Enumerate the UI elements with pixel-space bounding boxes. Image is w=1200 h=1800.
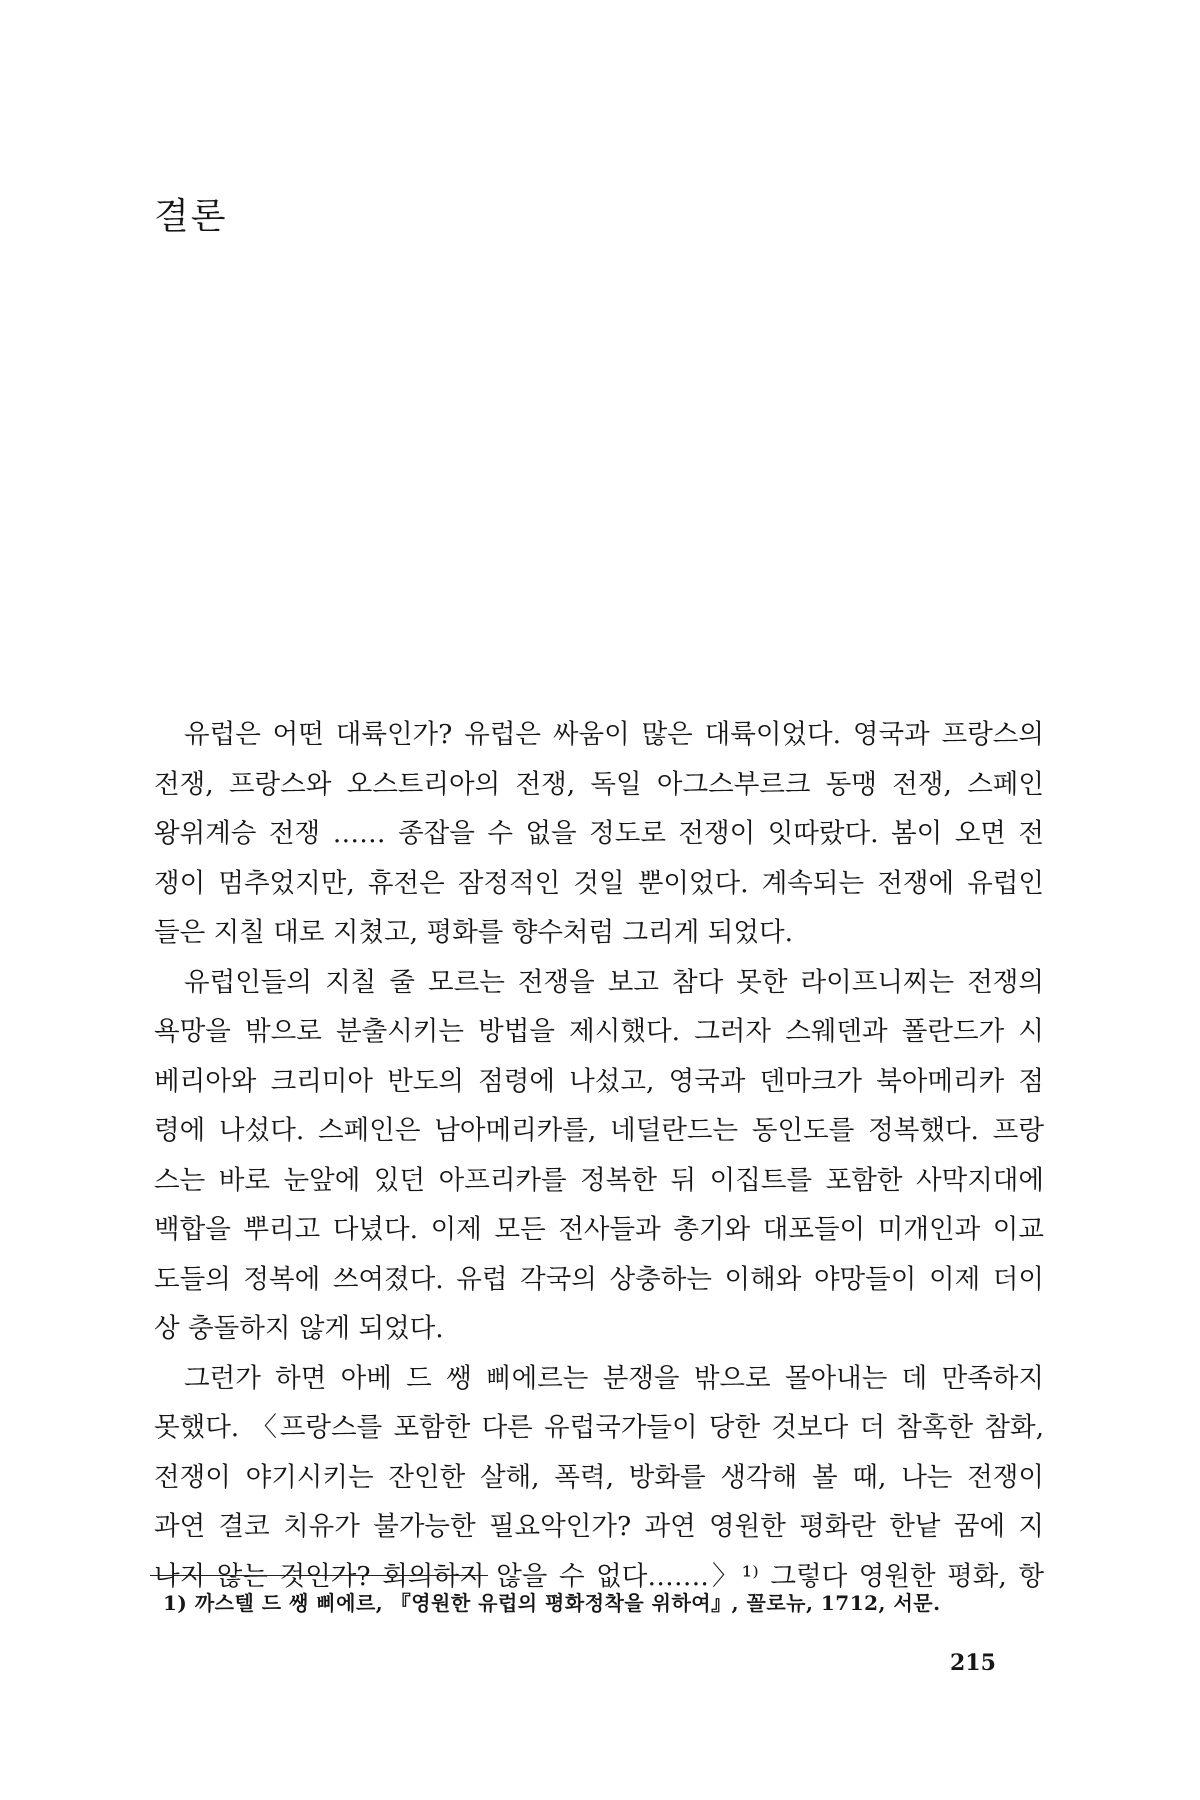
text-line: 못했다. 〈프랑스를 포함한 다른 유럽국가들이 당한 것보다 더 참혹한 참화, bbox=[154, 1412, 1044, 1443]
text-line: 유럽은 어떤 대륙인가? 유럽은 싸움이 많은 대륙이었다. 영국과 프랑스의 bbox=[184, 719, 1044, 750]
text-line: 령에 나섰다. 스페인은 남아메리카를, 네덜란드는 동인도를 정복했다. 프랑 bbox=[154, 1115, 1044, 1146]
text-line: 나지 않는 것인가? 회의하지 않을 수 없다…….〉¹⁾ 그렇다 영원한 평화, 항 bbox=[154, 1560, 1044, 1592]
paragraph-1 bbox=[154, 710, 1044, 958]
paragraph-3 bbox=[154, 1354, 1044, 1602]
footnote: 1) 까스텔 드 쌩 삐에르, 『영원한 유럽의 평화정착을 위하여』, 꼴로뉴, 1712, 서문. bbox=[163, 1591, 941, 1615]
footnote-divider bbox=[150, 1575, 488, 1576]
text-line: 유럽인들의 지칠 줄 모르는 전쟁을 보고 참다 못한 라이프니찌는 전쟁의 bbox=[184, 966, 1044, 998]
page-number: 215 bbox=[950, 1650, 996, 1676]
text-line: 왕위계승 전쟁 …… 종잡을 수 없을 정도로 전쟁이 잇따랐다. 봄이 오면 전 bbox=[154, 818, 1044, 849]
text-line: 과연 결코 치유가 불가능한 필요악인가? 과연 영원한 평화란 한낱 꿈에 지 bbox=[154, 1511, 1044, 1542]
text-line: 상 충돌하지 않게 되었다. bbox=[154, 1313, 444, 1344]
paragraph-2 bbox=[154, 958, 1044, 1354]
text-line: 욕망을 밖으로 분출시키는 방법을 제시했다. 그러자 스웨덴과 폴란드가 시 bbox=[154, 1016, 1044, 1047]
text-line: 전쟁이 야기시키는 잔인한 살해, 폭력, 방화를 생각해 볼 때, 나는 전쟁이 bbox=[154, 1461, 1044, 1493]
text-line: 백합을 뿌리고 다녔다. 이제 모든 전사들과 총기와 대포들이 미개인과 이교 bbox=[154, 1214, 1044, 1245]
text-line: 스는 바로 눈앞에 있던 아프리카를 정복한 뒤 이집트를 포함한 사막지대에 bbox=[154, 1164, 1044, 1196]
text-line: 베리아와 크리미아 반도의 점령에 나섰고, 영국과 덴마크가 북아메리카 점 bbox=[154, 1065, 1044, 1097]
text-line: 전쟁, 프랑스와 오스트리아의 전쟁, 독일 아그스부르크 동맹 전쟁, 스페인 bbox=[154, 768, 1044, 800]
chapter-title: 결론 bbox=[154, 196, 228, 237]
text-line: 들은 지칠 대로 지쳤고, 평화를 향수처럼 그리게 되었다. bbox=[154, 917, 793, 948]
text-line: 도들의 정복에 쓰여졌다. 유럽 각국의 상충하는 이해와 야망들이 이제 더이 bbox=[154, 1263, 1044, 1295]
text-line: 쟁이 멈추었지만, 휴전은 잠정적인 것일 뿐이었다. 계속되는 전쟁에 유럽인 bbox=[154, 867, 1044, 899]
text-line: 그런가 하면 아베 드 쌩 삐에르는 분쟁을 밖으로 몰아내는 데 만족하지 bbox=[184, 1362, 1044, 1394]
body-text bbox=[154, 710, 1044, 1601]
